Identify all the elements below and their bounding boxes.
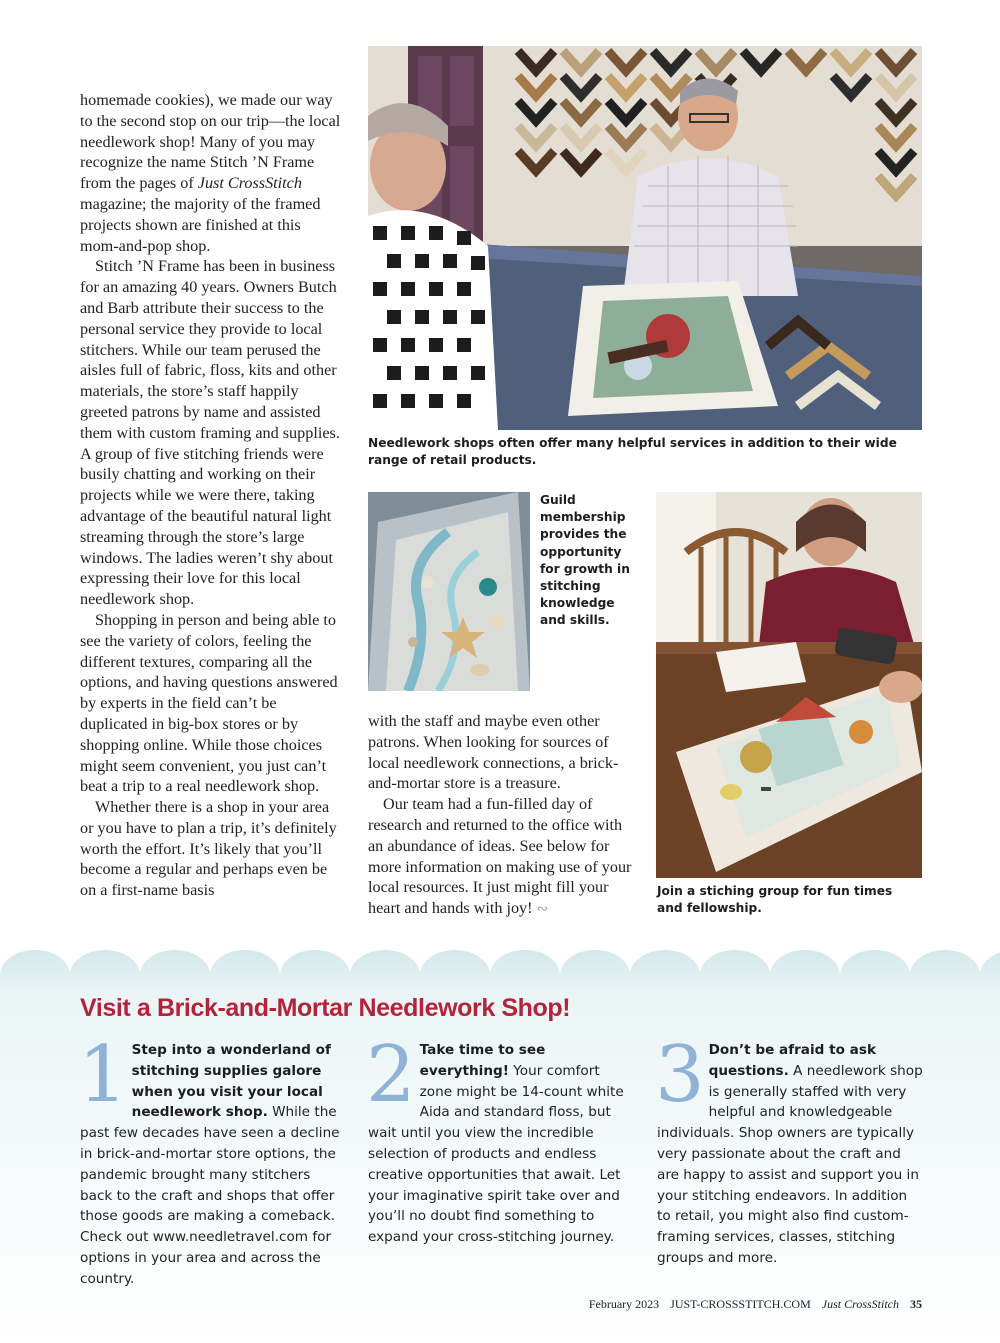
tip-step-2 [366,1030,636,1248]
guild-caption: Guild membership provides the opportunity for growth in stitching knowledge and skills. [540,493,630,628]
page-number: 35 [910,1297,922,1311]
seaside-sampler-illustration [368,492,530,691]
article-left-column [80,90,342,901]
frame-shop-caption: Needlework shops often offer many helpful services in addition to their wide range of retail products. [368,436,897,468]
frame-shop-photo [368,46,922,430]
article-paragraph: Shopping in person and being able to see the variety of colors, feeling the different textures, comparing all the options, and having questions answered by experts in the field can’t be duplicated in big-box stores or by shopping online. While those choices might seem convenient, you just can’t beat a trip to a real needlework shop. [80,610,338,796]
guild-sampler-photo [368,492,530,691]
footer-magazine: Just CrossStitch [821,1297,899,1311]
step-heading: Step into a wonderland of stitching supplies galore when you visit your local needlework shop. [131,1042,331,1121]
step-number: 3 [655,1030,705,1120]
step-number: 1 [78,1030,128,1120]
stitching-group-photo [656,492,922,878]
stitching-group-illustration [656,492,922,878]
stitching-group-caption: Join a stiching group for fun times and fellowship. [657,884,893,916]
step-number: 2 [366,1030,416,1120]
article-middle-column [368,711,636,921]
frame-shop-illustration [368,46,922,430]
article-paragraph: Our team had a fun-filled day of research and returned to the office with an abundance of ideas. See below for more information on making use of your local resources. It just might fill your heart and hands with joy! ∾ [368,795,632,918]
footer-site: JUST-CROSSSTITCH.COM [670,1297,811,1311]
tip-step-3 [655,1030,923,1269]
article-paragraph: Whether there is a shop in your area or you have to plan a trip, it’s definitely worth the effort. It’s likely that you’ll become a regular and perhaps even be on a first-name basis [80,798,337,900]
step-body: Your comfort zone might be 14-count white Aida and standard floss, but wait until you view the incredible selection of products and endless creative opportunities that await. Let your imaginative spirit take over and you’ll no doubt find something to expand your cross-stitching journey. [368,1062,624,1246]
article-paragraph: Stitch ’N Frame has been in business for an amazing 40 years. Owners Butch and Barb attribute their success to the personal service they provide to local stitchers. While our team perused the aisles full of fabric, floss, kits and other materials, the store’s staff happily greeted patrons by name and assisted them with custom framing and supplies. A group of five stitching friends were busily chatting and working on their projects while we were there, taking advantage of the beautiful natural light streaming through the store’s large windows. The ladies weren’t shy about expressing their love for this local needlework shop. [80,257,340,609]
article-paragraph: with the staff and maybe even other patrons. When looking for sources of local needlework connections, a brick-and-mortar store is a treasure. [368,712,619,793]
page-footer [581,1297,922,1312]
article-paragraph: homemade cookies), we made our way to the second stop on our trip—the local needlework shop! Many of you may recognize the name Stitch ’N Frame from the pages of Just CrossStitch magazine; the majority of the framed projects shown are finished at this mom-and-pop shop. [80,91,341,255]
step-heading: Don’t be afraid to ask questions. [708,1042,876,1079]
step-body: A needlework shop is generally staffed with very helpful and knowledgeable individuals. Shop owners are typically very passionate about the craft and are happy to assist and support you in your stitching endeavors. In addition to retail, you might also find custom-framing services, classes, stitching groups and more. [657,1062,923,1266]
tip-step-1 [78,1030,342,1290]
step-heading: Take time to see everything! [419,1042,546,1079]
tips-section-title: Visit a Brick-and-Mortar Needlework Shop! [80,994,571,1022]
footer-date: February 2023 [588,1297,660,1311]
step-body: While the past few decades have seen a decline in brick-and-mortar store options, the pandemic brought many stitchers back to the craft and shops that offer those goods are making a comeback. Check out www.needletravel.com for options in your area and across the country. [80,1104,340,1287]
end-mark-icon: ∾ [536,902,549,918]
